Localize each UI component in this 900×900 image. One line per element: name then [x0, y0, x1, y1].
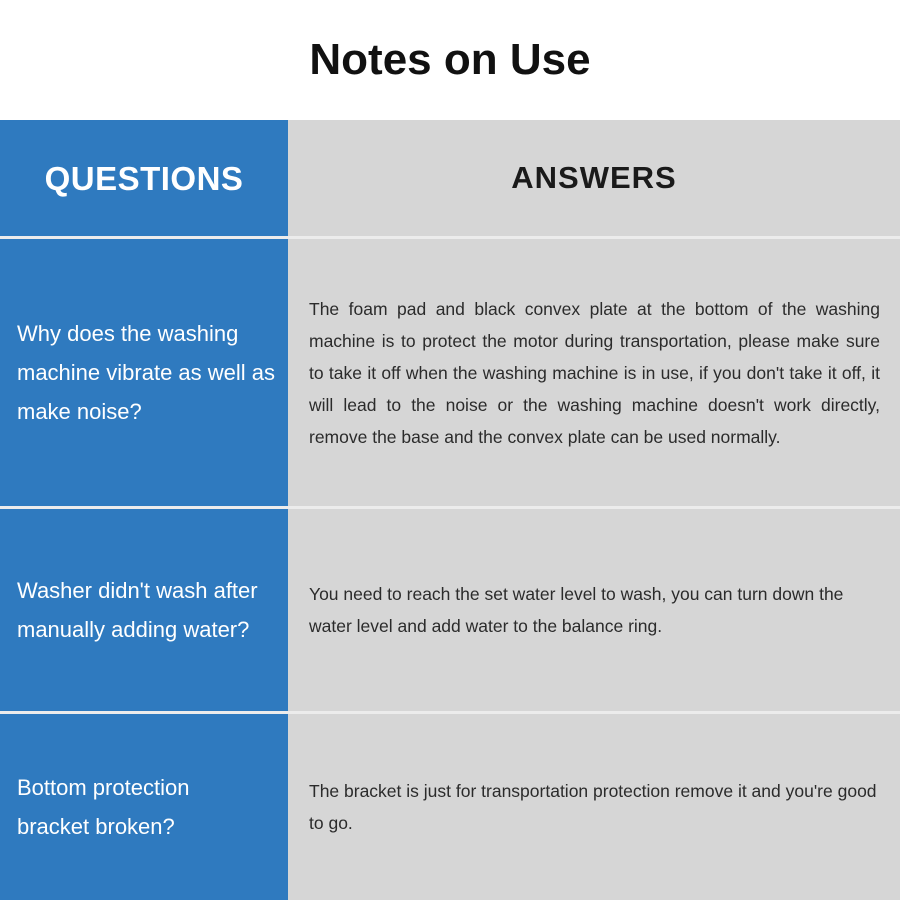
answer-cell — [288, 711, 900, 900]
questions-header: QUESTIONS — [0, 120, 288, 236]
answer-text: The foam pad and black convex plate at the bottom of the washing machine is to protect the motor during transportation, please make sure to take it off when the washing machine is in use, if you don't take it off, it will lead to the noise or the washing machine doesn't work directly, remove the base and the convex plate can be used normally. — [309, 298, 880, 447]
answer-text: You need to reach the set water level to wash, you can turn down the water level and add water to the balance ring. — [309, 584, 844, 636]
page-title: Notes on Use — [309, 35, 591, 84]
answer-cell — [288, 236, 900, 506]
question-cell — [0, 506, 288, 711]
question-cell — [0, 711, 288, 900]
question-text: Why does the washing machine vibrate as well as make noise? — [17, 321, 276, 424]
answer-text: The bracket is just for transportation protection remove it and you're good to go. — [309, 781, 877, 833]
question-text: Washer didn't wash after manually adding water? — [17, 578, 258, 642]
question-cell — [0, 236, 288, 506]
answers-header: ANSWERS — [288, 120, 900, 236]
faq-table — [0, 120, 900, 900]
answer-cell — [288, 506, 900, 711]
question-text: Bottom protection bracket broken? — [17, 775, 190, 839]
